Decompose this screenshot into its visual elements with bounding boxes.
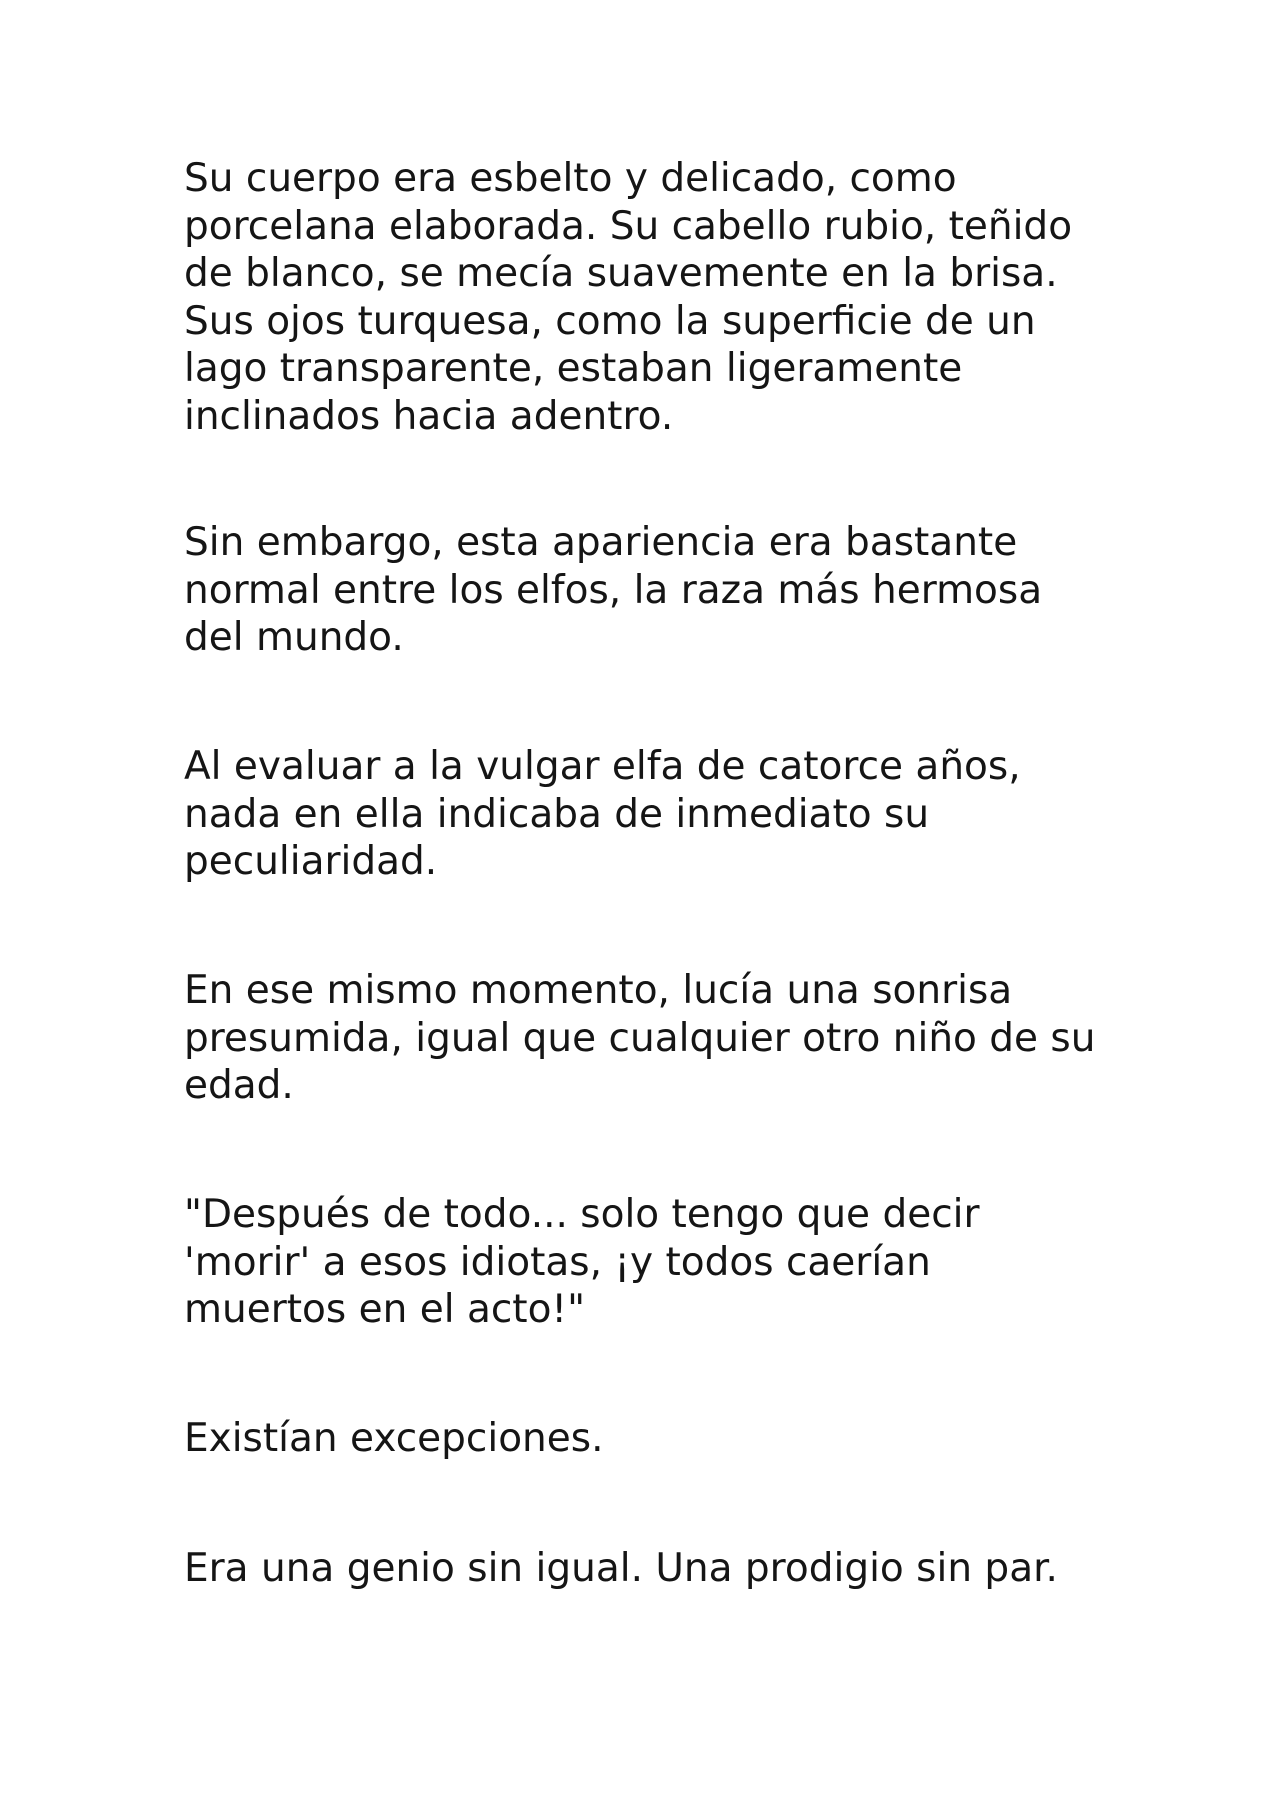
paragraph-6: Existían excepciones. [184,1416,604,1461]
paragraph-1: Su cuerpo era esbelto y delicado, como porcelana elaborada. Su cabello rubio, teñido de blanco, se mecía suavemente en la brisa. Sus ojos turquesa, como la superficie de un lago transparente, estaban ligeramente inclinados hacia adentro. [184,156,1073,439]
paragraph-2: Sin embargo, esta apariencia era bastante normal entre los elfos, la raza más hermosa del mundo. [184,520,1043,660]
paragraph-7: Era una genio sin igual. Una prodigio sin par. [184,1546,1058,1591]
paragraph-4: En ese mismo momento, lucía una sonrisa presumida, igual que cualquier otro niño de su edad. [184,968,1096,1108]
paragraph-5: "Después de todo... solo tengo que decir 'morir' a esos idiotas, ¡y todos caerían muertos en el acto!" [184,1192,980,1332]
paragraph-3: Al evaluar a la vulgar elfa de catorce años, nada en ella indicaba de inmediato su peculiaridad. [184,744,1021,884]
